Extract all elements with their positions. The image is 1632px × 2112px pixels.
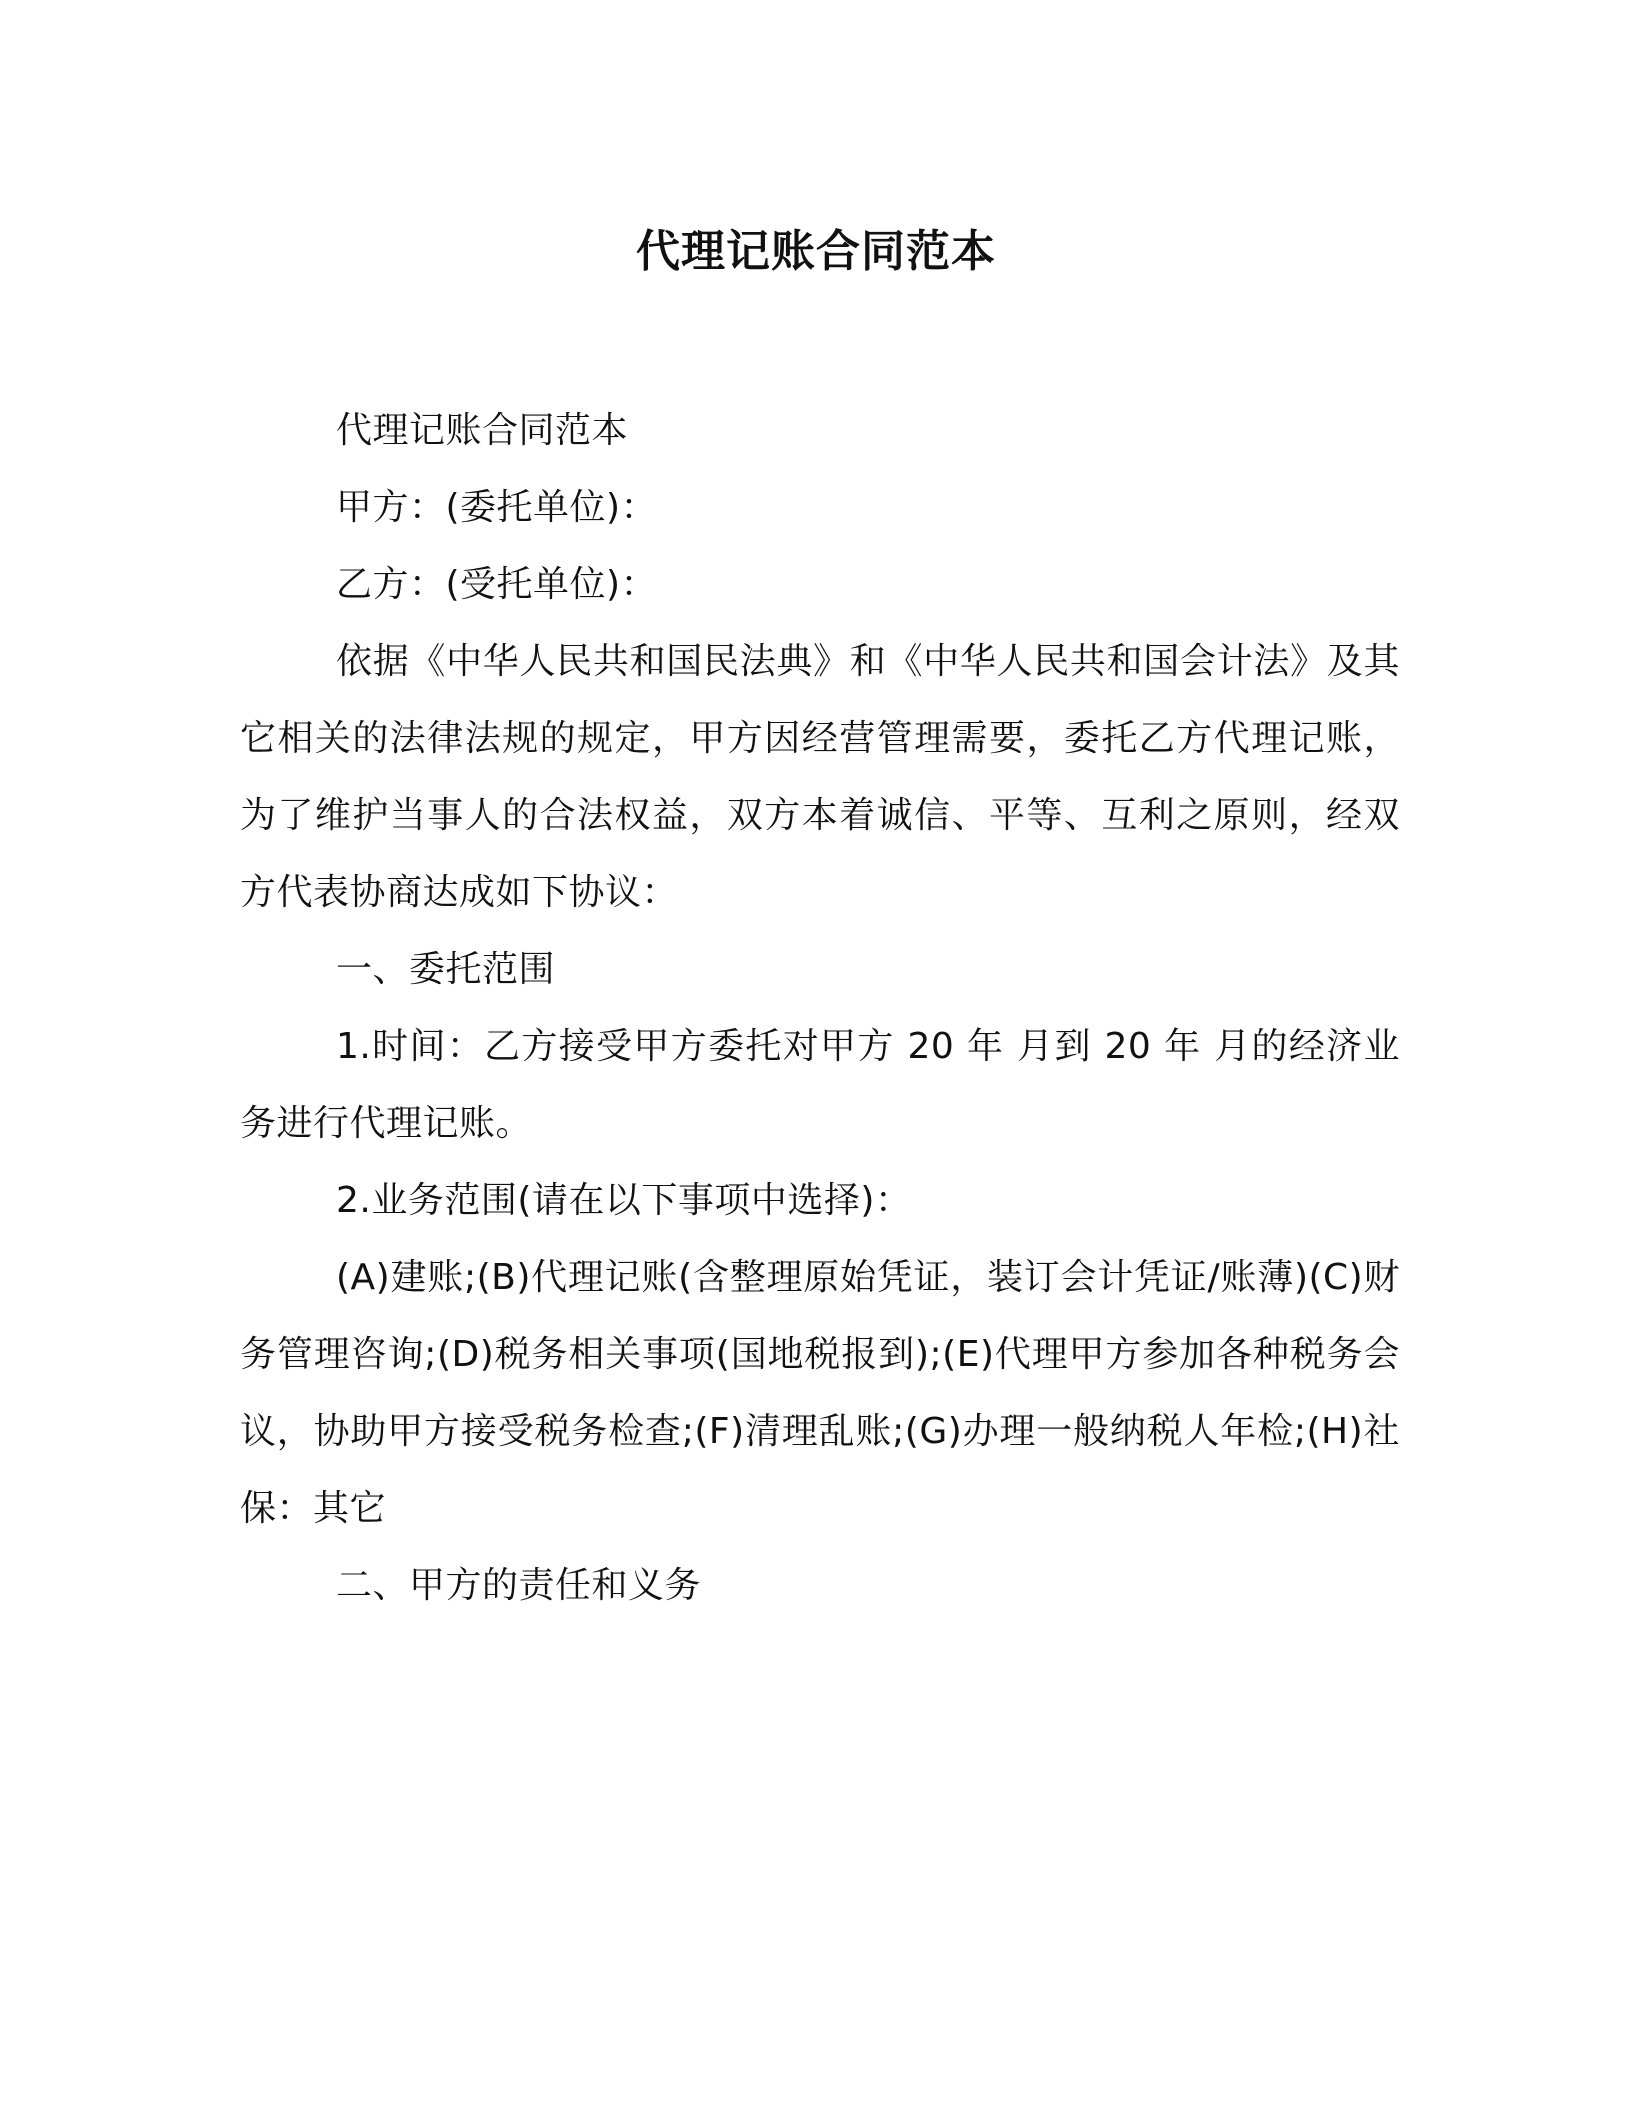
party-b-line: 乙方：(受托单位)：: [336, 564, 658, 605]
clause-scope: 2.业务范围(请在以下事项中选择)：: [336, 1180, 912, 1221]
section-heading-2: 二、甲方的责任和义务: [336, 1565, 702, 1606]
document-title: 代理记账合同范本: [636, 226, 996, 277]
section-heading-1: 一、委托范围: [336, 949, 556, 990]
clause-scope-options: (A)建账;(B)代理记账(含整理原始凭证，装订会计凭证/账薄)(C)财务管理咨询;(D)税务相关事项(国地税报到);(E)代理甲方参加各种税务会议，协助甲方接受税务检查;(F)清理乱账;(G)办理一般纳税人年检;(H)社保：其它: [240, 1257, 1400, 1529]
document-body: [240, 392, 1400, 1624]
party-a-line: 甲方：(委托单位)：: [336, 487, 658, 528]
subtitle-paragraph: 代理记账合同范本: [336, 410, 629, 451]
preamble-paragraph: 依据《中华人民共和国民法典》和《中华人民共和国会计法》及其它相关的法律法规的规定，甲方因经营管理需要，委托乙方代理记账，为了维护当事人的合法权益，双方本着诚信、平等、互利之原则，经双方代表协商达成如下协议：: [240, 641, 1400, 913]
clause-time: 1.时间：乙方接受甲方委托对甲方 20 年 月到 20 年 月的经济业务进行代理记账。: [240, 1026, 1400, 1144]
